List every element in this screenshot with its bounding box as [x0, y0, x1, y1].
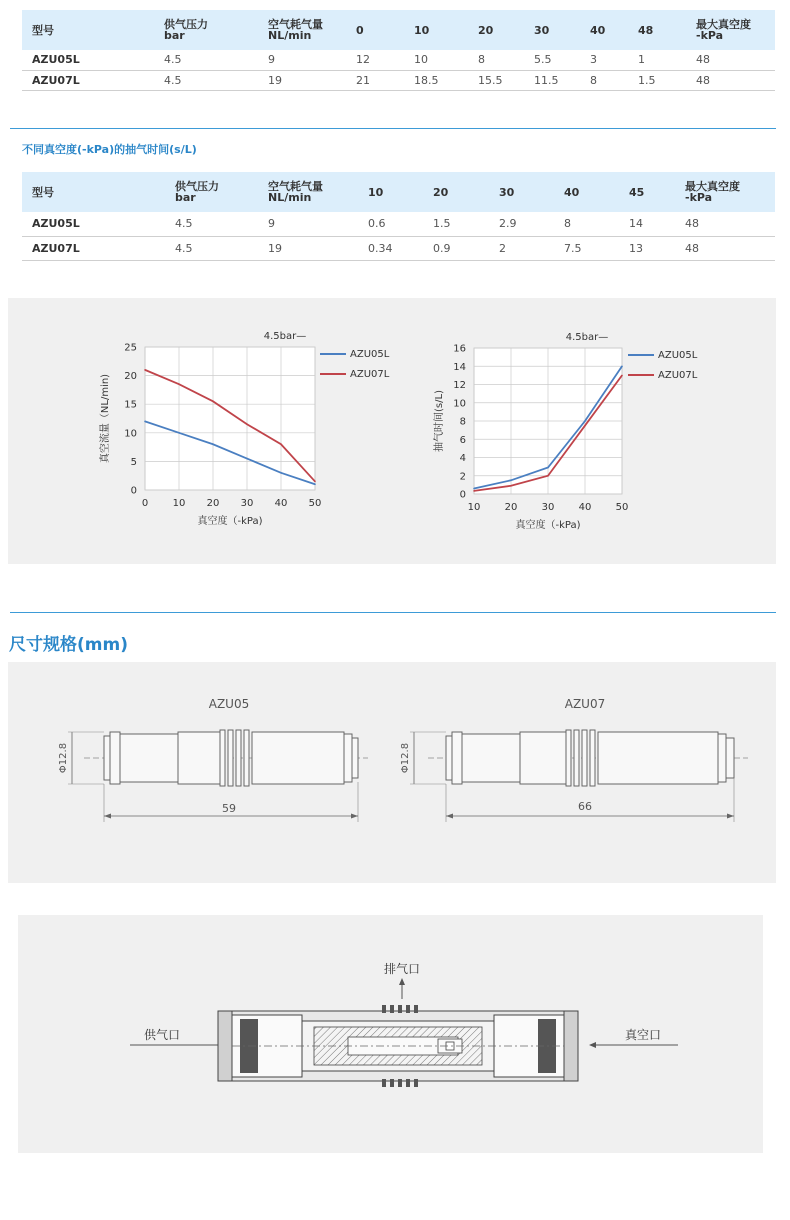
table-cell: 8	[468, 50, 524, 70]
column-header: 最大真空度 -kPa	[696, 18, 751, 42]
y-tick-label: 4	[459, 453, 466, 464]
y-tick-label: 10	[453, 398, 466, 410]
azu07-diameter: Φ12.8	[400, 742, 411, 774]
column-header: 0	[356, 23, 364, 37]
column-header: 45	[629, 185, 645, 199]
data-point	[280, 443, 282, 445]
column-header: 48	[638, 23, 654, 37]
x-axis-label: 真空度（-kPa)	[515, 520, 581, 531]
data-point	[510, 485, 512, 487]
column-header: 20	[433, 185, 449, 199]
azu05-diameter: Φ12.8	[58, 742, 69, 774]
azu07-length: 66	[578, 800, 592, 813]
x-tick-label: 0	[141, 498, 149, 509]
x-tick-label: 10	[172, 498, 186, 509]
azu05-drawing	[58, 697, 368, 822]
column-header: 10	[414, 23, 430, 37]
x-tick-label: 30	[541, 502, 555, 513]
table-row	[22, 70, 775, 90]
table-cell: 21	[346, 70, 404, 90]
y-tick-label: 0	[459, 489, 466, 501]
data-point	[547, 475, 549, 477]
x-tick-label: 50	[615, 502, 629, 513]
legend-label: AZU07L	[350, 369, 390, 380]
table-cell: 13	[619, 236, 675, 260]
ejector-cross-section	[218, 1005, 578, 1087]
table-cell: 48	[675, 212, 775, 236]
data-point	[246, 423, 248, 425]
y-tick-label: 5	[130, 456, 137, 468]
column-header: 空气耗气量 NL/min	[268, 180, 323, 204]
exhaust-port-label: 排气口	[383, 962, 421, 976]
x-axis-label: 真空度（-kPa)	[197, 516, 263, 527]
data-point	[178, 383, 180, 385]
data-point	[473, 488, 475, 490]
table-cell: AZU05L	[22, 50, 154, 70]
table-cell: 4.5	[165, 236, 258, 260]
table-cell: 18.5	[404, 70, 468, 90]
data-point	[314, 481, 316, 483]
azu07-drawing	[400, 697, 748, 822]
table-cell: 2	[489, 236, 554, 260]
section-view-svg	[18, 915, 763, 1153]
table-cell: 19	[258, 236, 358, 260]
table-header-row	[22, 172, 775, 212]
table-cell: 11.5	[524, 70, 580, 90]
table-cell: 5.5	[524, 50, 580, 70]
azu05-label: AZU05	[208, 697, 250, 711]
x-tick-label: 30	[240, 498, 254, 509]
column-header: 最大真空度 -kPa	[685, 180, 740, 204]
charts-svg	[8, 298, 776, 564]
table-cell: 48	[686, 70, 775, 90]
supply-port-label: 供气口	[143, 1028, 181, 1042]
table-cell: 19	[258, 70, 346, 90]
y-tick-label: 0	[130, 485, 137, 497]
x-tick-label: 20	[504, 502, 518, 513]
y-tick-label: 16	[453, 343, 466, 355]
table-cell: AZU05L	[22, 212, 165, 236]
table-cell: AZU07L	[22, 70, 154, 90]
column-header: 40	[590, 23, 606, 37]
evacuation-time-table	[22, 172, 775, 261]
y-axis-label: 真空流量（NL/min)	[100, 373, 111, 464]
column-header: 供气压力 bar	[175, 180, 219, 204]
table-cell: 14	[619, 212, 675, 236]
table-cell: 1	[628, 50, 686, 70]
table-header-row	[22, 10, 775, 50]
dimension-drawings-panel	[8, 662, 776, 883]
table-cell: 4.5	[165, 212, 258, 236]
data-point	[314, 483, 316, 485]
data-point	[246, 458, 248, 460]
y-tick-label: 20	[124, 371, 137, 383]
column-header: 10	[368, 185, 384, 199]
table-cell: 2.9	[489, 212, 554, 236]
air-consumption-table	[22, 10, 775, 91]
legend-label: AZU07L	[658, 370, 698, 381]
azu05-length: 59	[222, 802, 236, 815]
column-header: 型号	[32, 23, 54, 37]
data-point	[621, 365, 623, 367]
table-row	[22, 50, 775, 70]
table-cell: 9	[258, 50, 346, 70]
table-cell: 12	[346, 50, 404, 70]
evacuation-time-caption: 不同真空度(-kPa)的抽气时间(s/L)	[22, 143, 197, 156]
section-divider	[10, 128, 776, 129]
column-header: 供气压力 bar	[164, 18, 208, 42]
data-point	[547, 467, 549, 469]
table-cell: 0.6	[358, 212, 423, 236]
dimensions-title: 尺寸规格(mm)	[9, 635, 128, 655]
table-cell: 48	[675, 236, 775, 260]
y-tick-label: 25	[124, 342, 137, 354]
plot-area	[145, 347, 315, 490]
table-cell: 0.34	[358, 236, 423, 260]
data-point	[510, 480, 512, 482]
chart-title: 4.5bar—	[565, 332, 609, 343]
table-cell: AZU07L	[22, 236, 165, 260]
table-cell: 4.5	[154, 70, 258, 90]
column-header: 30	[499, 185, 515, 199]
y-tick-label: 2	[459, 471, 466, 483]
table-cell: 8	[580, 70, 628, 90]
azu07-label: AZU07	[564, 697, 606, 711]
table-cell: 1.5	[628, 70, 686, 90]
y-tick-label: 10	[124, 428, 137, 440]
section-divider	[10, 612, 776, 613]
table-cell: 15.5	[468, 70, 524, 90]
y-tick-label: 14	[453, 361, 466, 373]
section-view-panel	[18, 915, 763, 1153]
legend-label: AZU05L	[350, 349, 390, 360]
table-cell: 3	[580, 50, 628, 70]
data-point	[280, 472, 282, 474]
x-tick-label: 50	[308, 498, 322, 509]
y-tick-label: 6	[459, 434, 466, 446]
dimension-drawings-svg	[8, 662, 776, 883]
column-header: 40	[564, 185, 580, 199]
table-cell: 4.5	[154, 50, 258, 70]
x-tick-label: 10	[467, 502, 481, 513]
table-cell: 1.5	[423, 212, 489, 236]
x-tick-label: 40	[578, 502, 592, 513]
table-cell: 10	[404, 50, 468, 70]
table-cell: 48	[686, 50, 775, 70]
chart-title: 4.5bar—	[263, 331, 307, 342]
charts-panel	[8, 298, 776, 564]
table-cell: 0.9	[423, 236, 489, 260]
y-tick-label: 12	[453, 380, 466, 391]
data-point	[584, 420, 586, 422]
data-point	[621, 375, 623, 377]
table-cell: 7.5	[554, 236, 619, 260]
x-tick-label: 40	[274, 498, 288, 509]
data-point	[212, 401, 214, 403]
data-point	[178, 432, 180, 434]
table-cell: 8	[554, 212, 619, 236]
y-axis-label: 抽气时间(s/L)	[434, 390, 445, 452]
up-arrow-icon	[399, 978, 405, 985]
data-point	[144, 369, 146, 371]
data-point	[212, 443, 214, 445]
table-row	[22, 212, 775, 236]
column-header: 30	[534, 23, 550, 37]
column-header: 型号	[32, 185, 54, 199]
data-point	[144, 421, 146, 423]
vacuum-port-label: 真空口	[624, 1028, 662, 1042]
x-tick-label: 20	[206, 498, 220, 509]
legend-label: AZU05L	[658, 350, 698, 361]
left-arrow-icon	[589, 1042, 596, 1048]
data-point	[473, 490, 475, 492]
column-header: 空气耗气量 NL/min	[268, 18, 323, 42]
y-tick-label: 15	[124, 399, 137, 411]
data-point	[584, 425, 586, 427]
table-cell: 9	[258, 212, 358, 236]
y-tick-label: 8	[459, 416, 466, 428]
column-header: 20	[478, 23, 494, 37]
table-row	[22, 236, 775, 260]
